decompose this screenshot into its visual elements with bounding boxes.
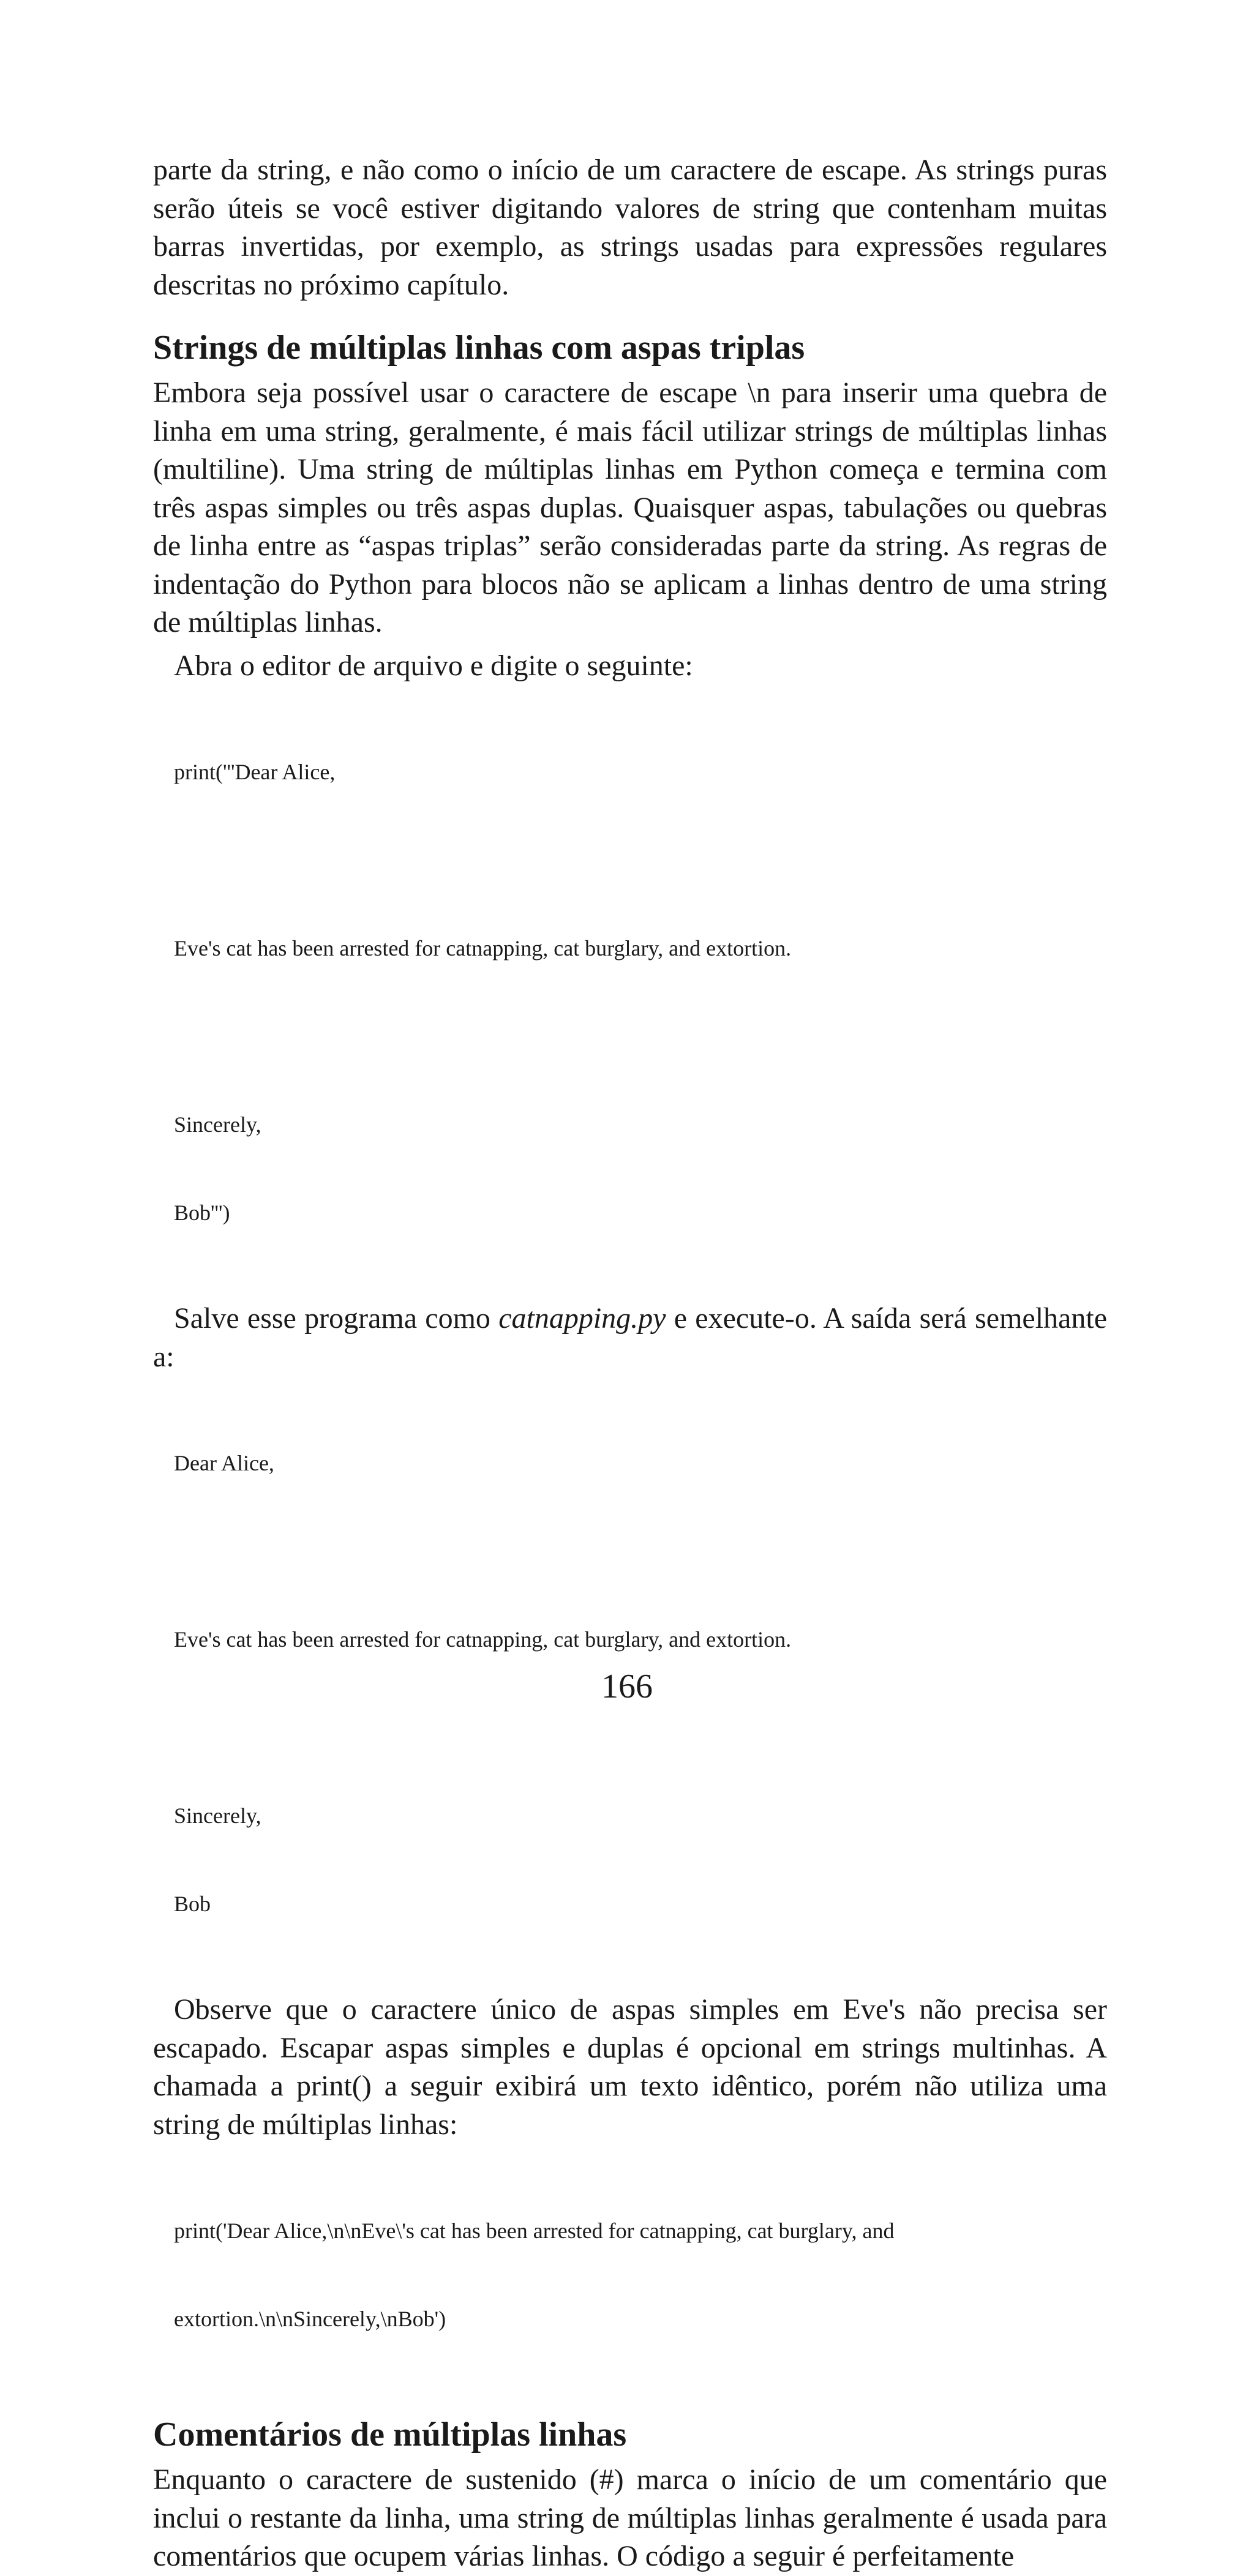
code-block-catnapping	[153, 698, 1107, 1286]
paragraph-multiline-comments: Enquanto o caractere de sustenido (#) marca o início de um comentário que inclui o restante da linha, uma string de múltiplas linhas geralmente é usada para comentários que ocupem várias linhas. O código a seguir é perfeitamente	[153, 2463, 1107, 2572]
code-line: Eve's cat has been arrested for catnapping, cat burglary, and extortion.	[174, 936, 792, 960]
code-line: print('Dear Alice,\n\nEve\'s cat has been arrested for catnapping, cat burglary, and	[174, 2218, 895, 2243]
code-line: print('''Dear Alice,	[174, 760, 336, 784]
heading-multiline-comments: Comentários de múltiplas linhas	[153, 2416, 627, 2454]
output-line: Eve's cat has been arrested for catnapping, cat burglary, and extortion.	[174, 1627, 792, 1652]
output-line: Dear Alice,	[174, 1451, 274, 1475]
page-number: 166	[601, 1668, 653, 1705]
output-line: Sincerely,	[174, 1803, 261, 1828]
output-line: Bob	[174, 1892, 211, 1916]
paragraph-multiline-intro: Embora seja possível usar o caractere de escape \n para inserir uma quebra de linha em uma string, geralmente, é mais fácil utilizar strings de múltiplas linhas (multiline). Uma string de múltiplas linhas em Python começa e termina com três aspas simples ou três aspas duplas. Quaisquer aspas, tabulações ou quebras de linha entre as “aspas triplas” serão consideradas parte da string. As regras de indentação do Python para blocos não se aplicam a linhas dentro de uma string de múltiplas linhas.	[153, 376, 1107, 638]
output-line	[174, 1537, 1107, 1566]
save-text-before: Salve esse programa como	[174, 1302, 499, 1335]
code-line: extortion.\n\nSincerely,\nBob')	[174, 2307, 446, 2331]
paragraph-escape-quotes: Observe que o caractere único de aspas simples em Eve's não precisa ser escapado. Escapar aspas simples e duplas é opcional em strings multinhas. A chamada a print() a seguir exibirá um texto idêntico, porém não utiliza uma string de múltiplas linhas:	[153, 1993, 1107, 2141]
paragraph-save-program	[153, 1300, 1107, 1376]
heading-multiline-strings: Strings de múltiplas linhas com aspas triplas	[153, 329, 805, 367]
paragraph-raw-strings-end: parte da string, e não como o início de um caractere de escape. As strings puras serão úteis se você estiver digitando valores de string que contenham muitas barras invertidas, por exemplo, as strings usadas para expressões regulares descritas no próximo capítulo.	[153, 154, 1107, 301]
save-text-after: e execute-o. A saída será semelhante a:	[153, 1302, 1108, 1373]
code-line: Sincerely,	[174, 1112, 261, 1137]
book-page	[153, 151, 1107, 2576]
filename: catnapping.py	[498, 1302, 666, 1335]
code-line	[174, 845, 1107, 875]
code-line: Bob''')	[174, 1200, 230, 1225]
code-line	[174, 1022, 1107, 1051]
code-block-single-line-print	[153, 2157, 1107, 2392]
output-line	[174, 1713, 1107, 1742]
paragraph-open-editor: Abra o editor de arquivo e digite o seguinte:	[174, 649, 693, 682]
